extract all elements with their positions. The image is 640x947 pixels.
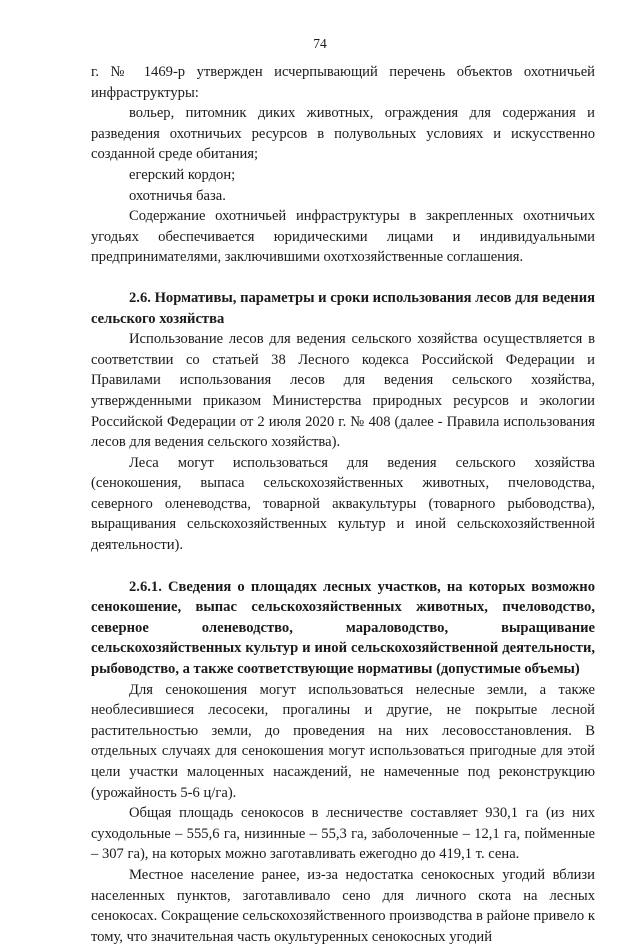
document-body xyxy=(91,62,595,947)
paragraph: Общая площадь сенокосов в лесничестве составляет 930,1 га (из них суходольные – 555,6 га, низинные – 55,3 га, заболоченные – 12,1 га, пойменные – 307 га), на которых можно заготавливать ежегодно до 419,1 т. сена. xyxy=(91,805,595,863)
paragraph: г. № 1469-р утвержден исчерпывающий перечень объектов охотничьей инфраструктуры: xyxy=(91,64,595,101)
paragraph: Содержание охотничьей инфраструктуры в закрепленных охотничьих угодьях обеспечивается юридическими лицами и индивидуальными предпринимателями, заключившими охотхозяйственные соглашения. xyxy=(91,208,595,266)
paragraph: Для сенокошения могут использоваться нелесные земли, а также необлесившиеся лесосеки, прогалины и другие, не покрытые лесной растительностью земли, до проведения на них лесовосстановления. В отдельных случаях для сенокошения могут использоваться пригодные для этой цели участки малоценных насаждений, не намеченные под реконструкцию (урожайность 5-6 ц/га). xyxy=(91,681,595,801)
paragraph: Местное население ранее, из-за недостатка сенокосных угодий вблизи населенных пунктов, заготавливало сено для личного скота на лесных сенокосах. Сокращение сельскохозяйственного производства в районе привело к тому, что значительная часть окультуренных сенокосных угодий xyxy=(91,866,595,945)
paragraph: Леса могут использоваться для ведения сельского хозяйства (сенокошения, выпаса сельскохозяйственных животных, пчеловодства, северного оленеводства, товарной аквакультуры (товарного рыбоводства), выращивания сельскохозяйственных культур и иной сельскохозяйственной деятельности). xyxy=(91,454,595,554)
section-heading: 2.6. Нормативы, параметры и сроки использования лесов для ведения сельского хозяйства xyxy=(91,289,595,327)
subsection-heading: 2.6.1. Сведения о площадях лесных участков, на которых возможно сенокошение, выпас сельскохозяйственных животных, пчеловодство, северное оленеводство, мараловодство, выращивание сельскохозяйственных культур и иной сельскохозяйственной деятельности, рыбоводство, а также соответствующие нормативы (допустимые объемы) xyxy=(91,578,595,678)
paragraph: Использование лесов для ведения сельского хозяйства осуществляется в соответствии со статьей 38 Лесного кодекса Российской Федерации и Правилами использования лесов для ведения сельского хозяйства, утвержденными приказом Министерства природных ресурсов и экологии Российской Федерации от 2 июля 2020 г. № 408 (далее - Правила использования лесов для ведения сельского хозяйства). xyxy=(91,331,595,451)
page-number: 74 xyxy=(313,36,327,51)
paragraph: егерский кордон; xyxy=(129,166,236,183)
paragraph: вольер, питомник диких животных, ограждения для содержания и разведения охотничьих ресурсов в полувольных условиях и искусственно созданной среде обитания; xyxy=(91,105,595,163)
paragraph: охотничья база. xyxy=(129,187,226,204)
